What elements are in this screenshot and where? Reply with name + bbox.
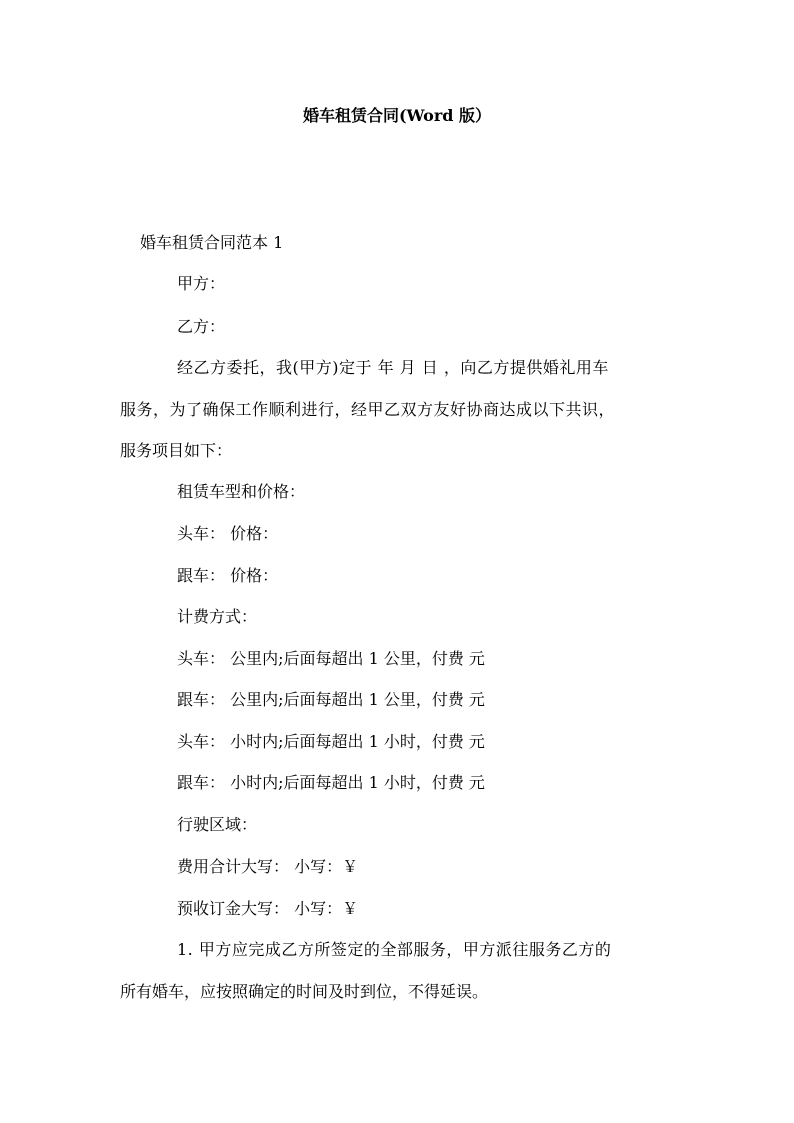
- party-b-label: 乙方：: [177, 317, 226, 336]
- clause-1-line-1: 1. 甲方应完成乙方所签定的全部服务，甲方派往服务乙方的: [177, 940, 612, 959]
- intro-line-1: 经乙方委托，我(甲方)定于 年 月 日 ，向乙方提供婚礼用车: [177, 358, 609, 377]
- billing-heading: 计费方式：: [177, 607, 258, 626]
- clause-1-line-2: 所有婚车，应按照确定的时间及时到位，不得延误。: [120, 982, 489, 1001]
- car-model-follow: 跟车： 价格：: [177, 566, 279, 585]
- intro-line-3: 服务项目如下：: [120, 441, 233, 460]
- billing-follow-km: 跟车： 公里内;后面每超出 1 公里，付费 元: [177, 690, 485, 709]
- area-heading: 行驶区域：: [177, 815, 258, 834]
- car-model-lead: 头车： 价格：: [177, 524, 279, 543]
- deposit: 预收订金大写： 小写：￥: [177, 899, 359, 918]
- billing-lead-km: 头车： 公里内;后面每超出 1 公里，付费 元: [177, 649, 485, 668]
- contract-subtitle: 婚车租赁合同范本 1: [140, 233, 284, 252]
- party-a-label: 甲方：: [177, 274, 226, 293]
- car-models-heading: 租赁车型和价格：: [177, 482, 306, 501]
- billing-lead-hour: 头车： 小时内;后面每超出 1 小时，付费 元: [177, 732, 485, 751]
- total-fee: 费用合计大写： 小写：￥: [177, 857, 359, 876]
- billing-follow-hour: 跟车： 小时内;后面每超出 1 小时，付费 元: [177, 773, 485, 792]
- document-title: 婚车租赁合同(Word 版）: [302, 106, 492, 125]
- intro-line-2: 服务，为了确保工作顺利进行，经甲乙双方友好协商达成以下共识，: [120, 400, 616, 419]
